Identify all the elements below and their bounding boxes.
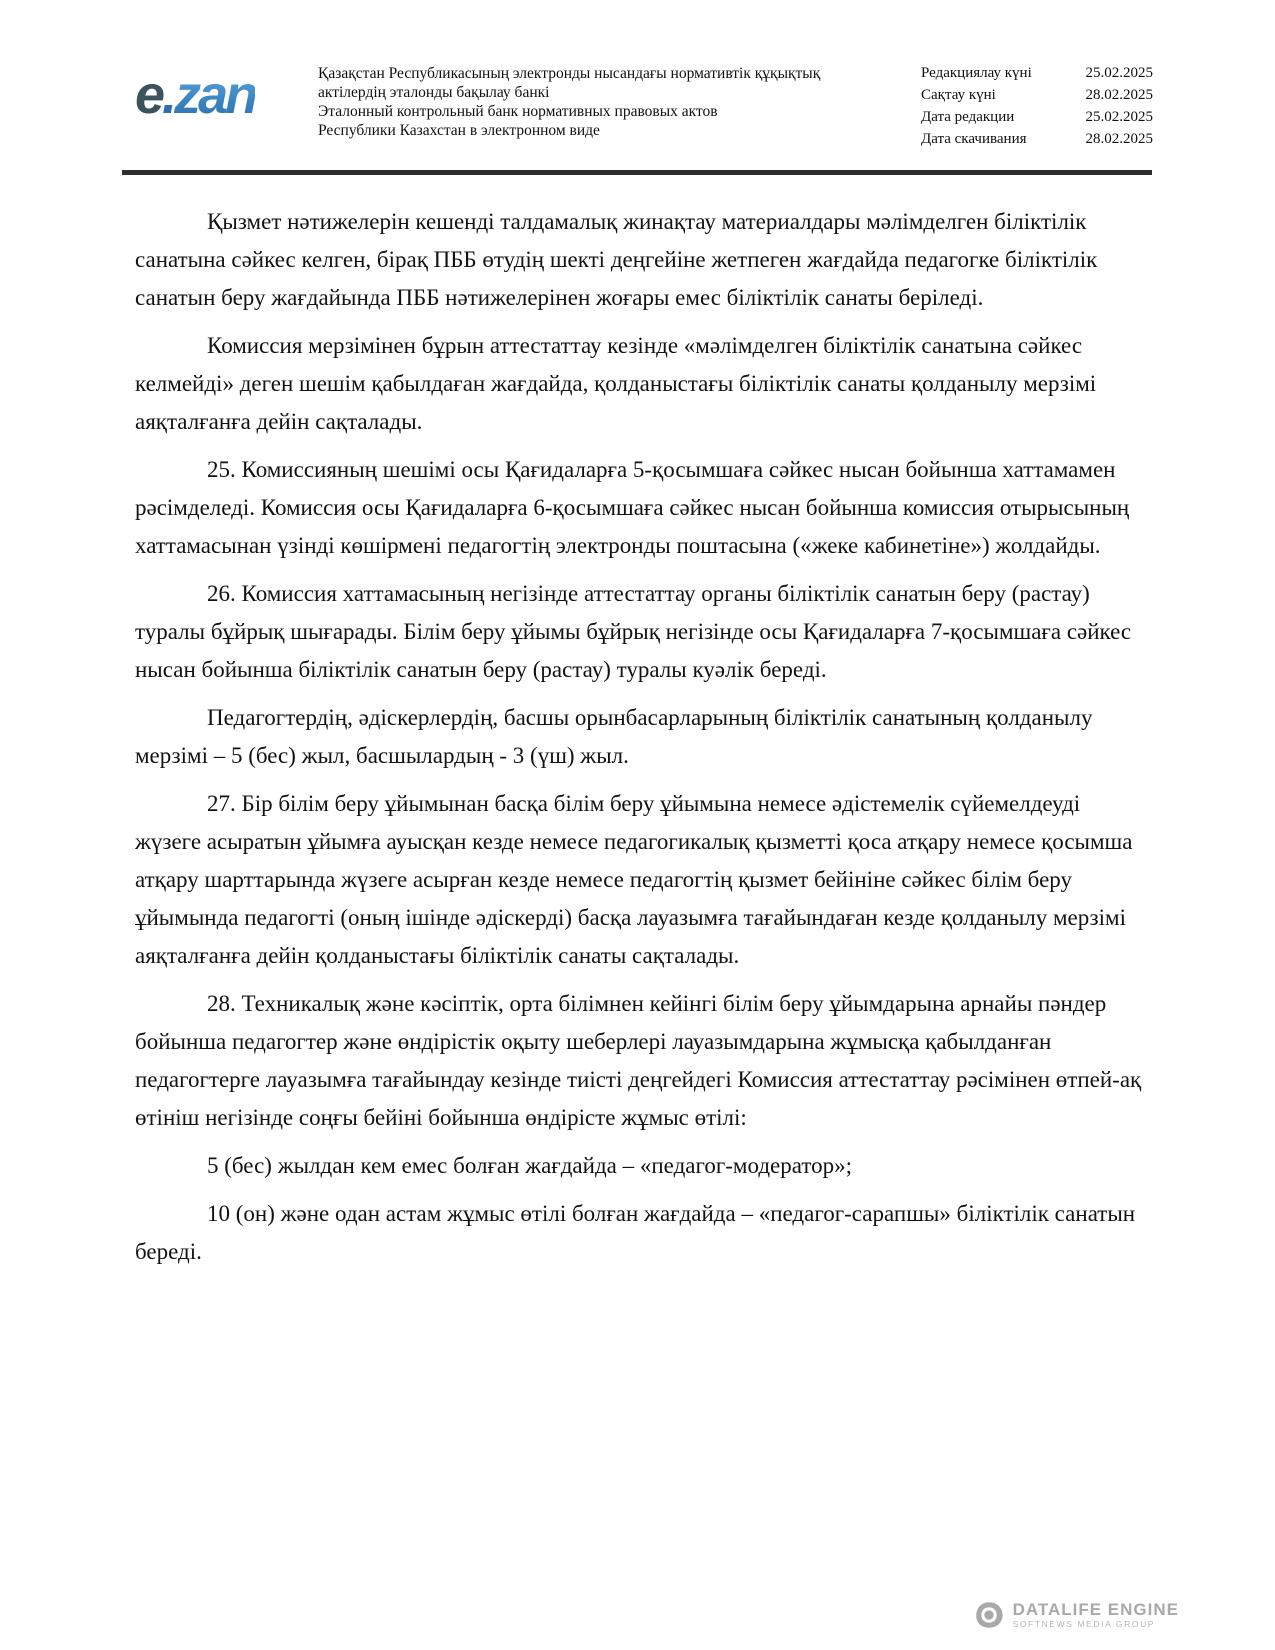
paragraph: 28. Техникалық және кәсіптік, орта білімнен кейінгі білім беру ұйымдарына арнайы пәндер бойынша педагогтер және өндірістік оқыту шеберлері лауазымдарына жұмысқа қабылданған педагогтерге лауазымға тағайындау кезінде тиісті деңгейдегі Комиссия аттестаттау рәсімінен өтпей-ақ өтініш негізінде соңғы бейіні бойынша өндірісте жұмыс өтілі: [135, 991, 1142, 1130]
ezan-logo [135, 58, 318, 125]
paragraph: 26. Комиссия хаттамасының негізінде аттестаттау органы біліктілік санатын беру (растау) туралы бұйрық шығарады. Білім беру ұйымы бұйрық негізінде осы Қағидаларға 7-қосымшаға сәйкес нысан бойынша біліктілік санатын беру (растау) туралы куәлік береді. [135, 581, 1132, 682]
meta-row [921, 84, 1153, 106]
meta-value: 28.02.2025 [1085, 87, 1153, 103]
document-body [135, 203, 1148, 1281]
bank-title-line: Республики Казахстан в электронном виде [318, 122, 600, 139]
meta-row [921, 128, 1153, 150]
meta-row [921, 62, 1153, 84]
paragraph: 25. Комиссияның шешімі осы Қағидаларға 5-қосымшаға сәйкес нысан бойынша хаттамамен рәсімделеді. Комиссия осы Қағидаларға 6-қосымшаға сәйкес нысан бойынша комиссия отырысының хаттамасынан үзінді көшірмені педагогтің электронды поштасына («жеке кабинетіне») жолдайды. [135, 457, 1130, 558]
bank-title-line: Қазақстан Республикасының электронды нысандағы нормативтік құқықтық [318, 65, 821, 82]
paragraph: Комиссия мерзімінен бұрын аттестаттау кезінде «мәлімделген біліктілік санатына сәйкес келмейді» деген шешім қабылдаған жағдайда, қолданыстағы біліктілік санаты қолданылу мерзімі аяқталғанға дейін сақталады. [135, 333, 1097, 434]
meta-label: Редакциялау күні [921, 65, 1032, 81]
ezan-logo-e: e [135, 65, 163, 125]
paragraph: 10 (он) және одан астам жұмыс өтілі болған жағдайда – «педагог-сарапшы» біліктілік санатын береді. [135, 1201, 1136, 1264]
meta-label: Сақтау күні [921, 87, 996, 103]
meta-label: Дата редакции [921, 109, 1015, 125]
paragraph: Педагогтердің, әдіскерлердің, басшы орынбасарларының біліктілік санатының қолданылу мерзімі – 5 (бес) жыл, басшылардың - 3 (үш) жыл. [135, 705, 1093, 768]
bank-title-line: Эталонный контрольный банк нормативных правовых актов [318, 103, 718, 120]
paragraph: 27. Бір білім беру ұйымынан басқа білім беру ұйымына немесе әдістемелік сүйемелдеуді жүзеге асыратын ұйымға ауысқан кезде немесе педагогикалық қызметті қоса атқару немесе қосымша атқару шарттарында жүзеге асырған кезде немесе педагогтің қызмет бейініне сәйкес білім беру ұйымында педагогті (оның ішінде әдіскерді) басқа лауазымға тағайындаған кезде қолданылу мерзімі аяқталғанға дейін қолданыстағы біліктілік санаты сақталады. [135, 791, 1133, 968]
bank-title-line: актілердің эталонды бақылау банкі [318, 84, 550, 101]
meta-value: 28.02.2025 [1085, 131, 1153, 147]
ezan-logo-dot: . [162, 65, 175, 125]
paragraph: Қызмет нәтижелерін кешенді талдамалық жинақтау материалдары мәлімделген біліктілік санатына сәйкес келген, бірақ ПББ өтудің шекті деңгейіне жетпеген жағдайда педагогке біліктілік санатын беру жағдайында ПББ нәтижелерінен жоғары емес біліктілік санаты беріледі. [135, 209, 1098, 310]
footer-text-block [1013, 1601, 1179, 1629]
footer-brand-subtitle: SOFTNEWS MEDIA GROUP [1012, 1619, 1156, 1629]
bank-title [318, 58, 921, 140]
datalife-engine-brand [972, 1598, 1179, 1632]
document-dates [921, 58, 1153, 150]
letterhead [135, 58, 1153, 150]
meta-value: 25.02.2025 [1085, 109, 1153, 125]
paragraph: 5 (бес) жылдан кем емес болған жағдайда – «педагог-модератор»; [207, 1153, 852, 1178]
meta-row [921, 106, 1153, 128]
footer-brand-title: DATALIFE ENGINE [1012, 1600, 1179, 1619]
meta-value: 25.02.2025 [1085, 65, 1153, 81]
datalife-eye-icon [972, 1598, 1006, 1632]
meta-label: Дата скачивания [921, 131, 1027, 147]
ezan-logo-zan: zan [174, 65, 256, 125]
header-divider [122, 170, 1152, 175]
